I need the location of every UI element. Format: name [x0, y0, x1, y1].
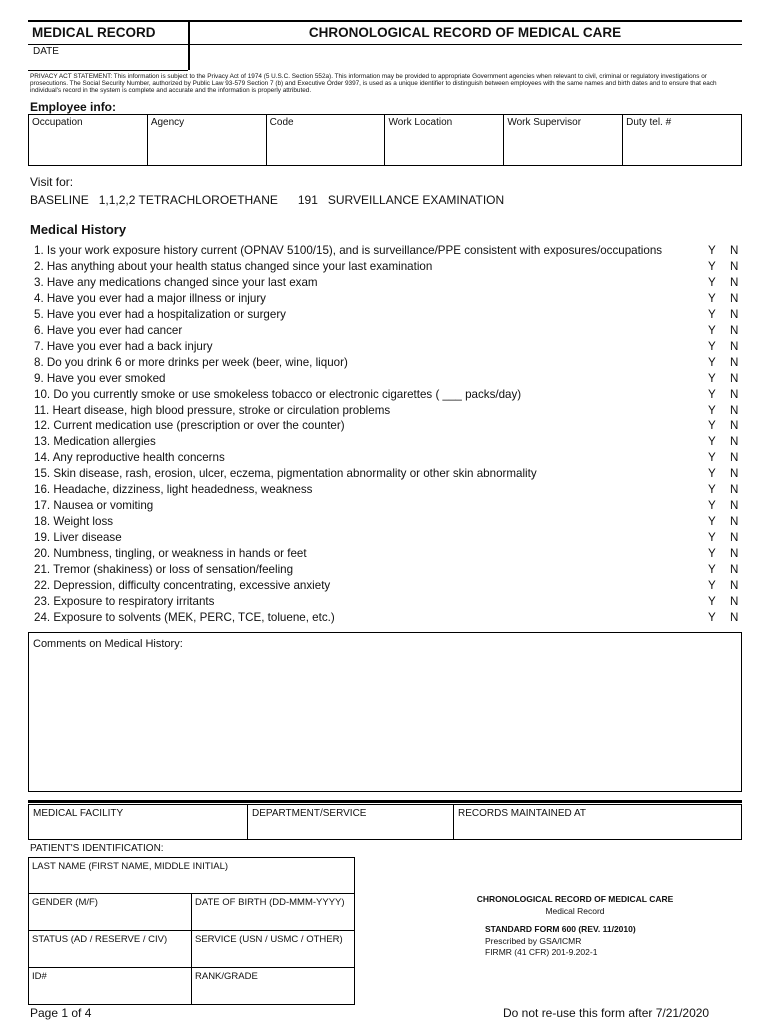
- question-text: 15. Skin disease, rash, erosion, ulcer, eczema, pigmentation abnormality or other skin abnormality: [34, 467, 537, 481]
- answer-yes-option[interactable]: Y: [708, 371, 716, 385]
- question-text: 19. Liver disease: [34, 531, 122, 545]
- answer-yes-option[interactable]: Y: [708, 547, 716, 561]
- question-row: [34, 418, 746, 434]
- answer-yes-option[interactable]: Y: [708, 307, 716, 321]
- records-maintained-field[interactable]: RECORDS MAINTAINED AT: [454, 805, 742, 840]
- header-divider-right: [188, 44, 742, 45]
- answer-yes-option[interactable]: Y: [708, 531, 716, 545]
- answer-yes-option[interactable]: Y: [708, 339, 716, 353]
- question-row: [34, 530, 746, 546]
- date-box-bottom: [28, 70, 188, 71]
- answer-no-option[interactable]: N: [730, 594, 739, 608]
- page-number: Page 1 of 4: [30, 1006, 92, 1020]
- question-text: 24. Exposure to solvents (MEK, PERC, TCE, toluene, etc.): [34, 610, 335, 624]
- standard-form-number: STANDARD FORM 600 (REV. 11/2010): [485, 924, 636, 934]
- answer-yes-option[interactable]: Y: [708, 467, 716, 481]
- answer-yes-option[interactable]: Y: [708, 355, 716, 369]
- question-text: 6. Have you ever had cancer: [34, 323, 183, 337]
- question-row: [34, 339, 746, 355]
- question-text: 9. Have you ever smoked: [34, 371, 166, 385]
- answer-no-option[interactable]: N: [730, 275, 739, 289]
- last-name-field[interactable]: LAST NAME (FIRST NAME, MIDDLE INITIAL): [29, 858, 355, 894]
- question-row: [34, 514, 746, 530]
- work-supervisor-field[interactable]: Work Supervisor: [504, 115, 623, 166]
- answer-yes-option[interactable]: Y: [708, 387, 716, 401]
- answer-yes-option[interactable]: Y: [708, 578, 716, 592]
- answer-no-option[interactable]: N: [730, 323, 739, 337]
- question-row: [34, 243, 746, 259]
- question-text: 20. Numbness, tingling, or weakness in hands or feet: [34, 547, 307, 561]
- question-row: [34, 355, 746, 371]
- answer-no-option[interactable]: N: [730, 403, 739, 417]
- question-text: 11. Heart disease, high blood pressure, stroke or circulation problems: [34, 403, 391, 417]
- section-separator: [28, 800, 742, 803]
- question-text: 12. Current medication use (prescription or over the counter): [34, 419, 345, 433]
- answer-no-option[interactable]: N: [730, 339, 739, 353]
- answer-no-option[interactable]: N: [730, 610, 739, 624]
- work-location-field[interactable]: Work Location: [385, 115, 504, 166]
- answer-no-option[interactable]: N: [730, 371, 739, 385]
- question-text: 3. Have any medications changed since your last exam: [34, 275, 318, 289]
- facility-table: [28, 804, 742, 840]
- employee-info-table: [28, 114, 742, 166]
- date-field[interactable]: DATE: [33, 46, 59, 57]
- privacy-statement: PRIVACY ACT STATEMENT: This information is subject to the Privacy Act of 1974 (5 U.S.C. Section 552a). This information may be provided to appropriate Government agencies when relevant to civil, criminal or regulatory investigations or prosecutions. The Social Security Number, authorized by Public Law 93-579 Section 7 (b) and Executive Order 9397, is used as a unique identifier to distinguish between employees with the same names and birth dates and to ensure that each individual's record in the system is complete and accurate and the information is properly attributed.: [30, 73, 717, 95]
- comments-box[interactable]: [28, 632, 742, 792]
- question-row: [34, 482, 746, 498]
- answer-yes-option[interactable]: Y: [708, 419, 716, 433]
- medical-facility-field[interactable]: MEDICAL FACILITY: [29, 805, 248, 840]
- answer-yes-option[interactable]: Y: [708, 515, 716, 529]
- duty-tel-field[interactable]: Duty tel. #: [623, 115, 742, 166]
- gender-field[interactable]: GENDER (M/F): [29, 894, 192, 931]
- status-field[interactable]: STATUS (AD / RESERVE / CIV): [29, 931, 192, 968]
- answer-yes-option[interactable]: Y: [708, 610, 716, 624]
- question-text: 10. Do you currently smoke or use smokeless tobacco or electronic cigarettes ( ___ packs/day): [34, 387, 522, 401]
- answer-no-option[interactable]: N: [730, 578, 739, 592]
- question-row: [34, 578, 746, 594]
- header-divider: [28, 44, 188, 45]
- question-text: 18. Weight loss: [34, 515, 114, 529]
- comments-label: Comments on Medical History:: [33, 638, 183, 650]
- question-row: [34, 371, 746, 387]
- question-row: [34, 291, 746, 307]
- question-row: [34, 323, 746, 339]
- answer-no-option[interactable]: N: [730, 515, 739, 529]
- answer-no-option[interactable]: N: [730, 244, 739, 257]
- question-text: 23. Exposure to respiratory irritants: [34, 594, 215, 608]
- question-row: [34, 387, 746, 403]
- question-row: [34, 434, 746, 450]
- answer-no-option[interactable]: N: [730, 531, 739, 545]
- question-text: 2. Has anything about your health status changed since your last examination: [34, 259, 433, 273]
- answer-yes-option[interactable]: Y: [708, 451, 716, 465]
- question-text: 5. Have you ever had a hospitalization or surgery: [34, 307, 286, 321]
- answer-no-option[interactable]: N: [730, 547, 739, 561]
- answer-no-option[interactable]: N: [730, 291, 739, 305]
- form-title: CHRONOLOGICAL RECORD OF MEDICAL CARE: [308, 25, 622, 40]
- question-text: 17. Nausea or vomiting: [34, 499, 154, 513]
- answer-yes-option[interactable]: Y: [708, 244, 716, 257]
- prescribed-by: Prescribed by GSA/ICMR: [485, 936, 582, 946]
- answer-no-option[interactable]: N: [730, 387, 739, 401]
- question-text: 14. Any reproductive health concerns: [34, 451, 225, 465]
- question-row: [34, 610, 746, 626]
- question-row: [34, 307, 746, 323]
- question-text: 8. Do you drink 6 or more drinks per week (beer, wine, liquor): [34, 355, 348, 369]
- question-row: [34, 259, 746, 275]
- answer-no-option[interactable]: N: [730, 451, 739, 465]
- answer-yes-option[interactable]: Y: [708, 403, 716, 417]
- question-text: 21. Tremor (shakiness) or loss of sensation/feeling: [34, 563, 294, 576]
- question-row: [34, 450, 746, 466]
- reuse-notice: Do not re-use this form after 7/21/2020: [503, 1006, 710, 1020]
- question-row: [34, 498, 746, 514]
- question-text: 13. Medication allergies: [34, 435, 156, 449]
- answer-no-option[interactable]: N: [730, 499, 739, 513]
- patient-id-table: [28, 857, 355, 1005]
- answer-yes-option[interactable]: Y: [708, 563, 716, 576]
- answer-no-option[interactable]: N: [730, 307, 739, 321]
- code-field[interactable]: Code: [266, 115, 385, 166]
- answer-no-option[interactable]: N: [730, 419, 739, 433]
- question-text: 16. Headache, dizziness, light headedness, weakness: [34, 483, 313, 497]
- question-text: 22. Depression, difficulty concentrating, excessive anxiety: [34, 578, 331, 592]
- answer-yes-option[interactable]: Y: [708, 594, 716, 608]
- question-row: [34, 275, 746, 291]
- answer-yes-option[interactable]: Y: [708, 323, 716, 337]
- form-info-title: CHRONOLOGICAL RECORD OF MEDICAL CARE: [476, 894, 674, 904]
- employee-info-heading: Employee info:: [30, 100, 117, 114]
- medical-history-heading: Medical History: [30, 222, 127, 237]
- visit-label: Visit for:: [30, 175, 74, 189]
- service-field[interactable]: SERVICE (USN / USMC / OTHER): [192, 931, 355, 968]
- answer-no-option[interactable]: N: [730, 483, 739, 497]
- dob-field[interactable]: DATE OF BIRTH (DD-MMM-YYYY): [192, 894, 355, 931]
- question-row: [34, 466, 746, 482]
- answer-no-option[interactable]: N: [730, 435, 739, 449]
- id-field[interactable]: ID#: [29, 968, 192, 1005]
- agency-field[interactable]: Agency: [147, 115, 266, 166]
- patient-id-heading: PATIENT'S IDENTIFICATION:: [30, 843, 164, 854]
- rank-field[interactable]: RANK/GRADE: [192, 968, 355, 1005]
- answer-yes-option[interactable]: Y: [708, 435, 716, 449]
- visit-reason: BASELINE 1,1,2,2 TETRACHLOROETHANE 191 SURVEILLANCE EXAMINATION: [30, 193, 505, 207]
- answer-no-option[interactable]: N: [730, 467, 739, 481]
- answer-no-option[interactable]: N: [730, 355, 739, 369]
- form-info-subtitle: Medical Record: [545, 906, 605, 916]
- question-text: 4. Have you ever had a major illness or injury: [34, 291, 266, 305]
- firmr-reference: FIRMR (41 CFR) 201-9.202-1: [485, 947, 598, 957]
- form-type-label: MEDICAL RECORD: [32, 25, 156, 40]
- question-row: [34, 594, 746, 610]
- answer-yes-option[interactable]: Y: [708, 259, 716, 273]
- answer-no-option[interactable]: N: [730, 259, 739, 273]
- answer-yes-option[interactable]: Y: [708, 291, 716, 305]
- answer-no-option[interactable]: N: [730, 563, 739, 576]
- answer-yes-option[interactable]: Y: [708, 275, 716, 289]
- question-text: 7. Have you ever had a back injury: [34, 339, 213, 353]
- question-row: [34, 403, 746, 419]
- occupation-field[interactable]: Occupation: [29, 115, 148, 166]
- answer-yes-option[interactable]: Y: [708, 499, 716, 513]
- question-row: [34, 546, 746, 562]
- department-field[interactable]: DEPARTMENT/SERVICE: [248, 805, 454, 840]
- question-text: 1. Is your work exposure history current (OPNAV 5100/15), and is surveillance/PPE consistent with exposures/occupations: [34, 244, 663, 257]
- question-row: [34, 562, 746, 578]
- answer-yes-option[interactable]: Y: [708, 483, 716, 497]
